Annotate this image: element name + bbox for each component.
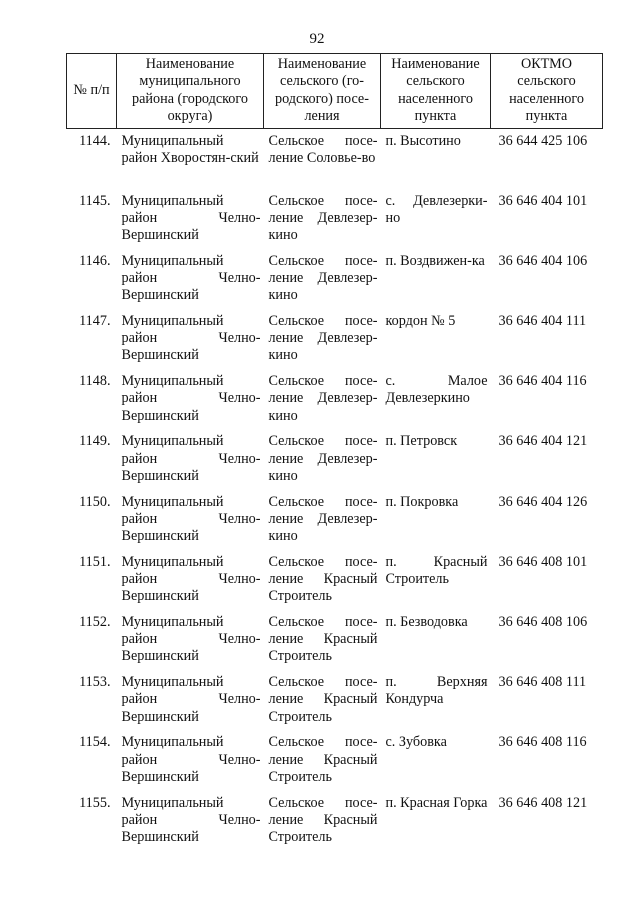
row-number: 1155. xyxy=(79,794,111,811)
table-row xyxy=(67,490,603,550)
district-cell: Муниципальный район Челно-Вершинский xyxy=(121,313,261,364)
district-cell: Муниципальный район Челно-Вершинский xyxy=(121,252,261,304)
district-cell: Муниципальный район Челно-Вершинский xyxy=(121,794,261,845)
table-row xyxy=(67,791,603,851)
settlement-cell: Сельское посе-ление Девлезер-кино xyxy=(268,192,378,244)
locality-cell: п. Красный Строитель xyxy=(385,553,488,588)
oktmo-cell: 36 646 408 116 xyxy=(498,734,587,751)
locality-cell: п. Безводовка xyxy=(385,614,468,630)
table-row xyxy=(67,189,603,249)
row-number: 1152. xyxy=(79,614,111,630)
settlement-cell: Сельское посе-ление Девлезер-кино xyxy=(268,433,378,484)
header-settlement: Наименование сельского (го-родского) посе-ления xyxy=(264,54,381,129)
row-number: 1148. xyxy=(79,373,111,390)
row-number: 1146. xyxy=(79,252,111,269)
row-number: 1151. xyxy=(79,553,111,570)
district-cell: Муниципальный район Челно-Вершинский xyxy=(121,734,261,785)
table-row xyxy=(67,610,603,670)
oktmo-cell: 36 646 408 121 xyxy=(498,794,588,811)
row-number: 1150. xyxy=(79,493,111,510)
locality-cell: п. Петровск xyxy=(385,433,458,450)
locality-cell: кордон № 5 xyxy=(385,313,456,330)
settlement-cell: Сельское посе-ление Красный Строитель xyxy=(268,674,378,725)
table-row xyxy=(67,730,603,790)
locality-cell: с. Девлезерки-но xyxy=(385,192,488,226)
row-number: 1147. xyxy=(79,313,111,330)
row-number: 1149. xyxy=(79,433,111,450)
row-number: 1145. xyxy=(79,192,111,209)
settlement-cell: Сельское посе-ление Девлезер-кино xyxy=(268,493,378,545)
settlement-cell: Сельское посе-ление Красный Строитель xyxy=(268,614,378,665)
header-district: Наименование муниципального района (городского округа) xyxy=(117,54,264,129)
district-cell: Муниципальный район Челно-Вершинский xyxy=(121,553,261,605)
page-number: 92 xyxy=(309,31,325,47)
district-cell: Муниципальный район Челно-Вершинский xyxy=(121,433,261,484)
locality-cell: п. Воздвижен-ка xyxy=(385,252,485,269)
row-number: 1153. xyxy=(79,674,111,691)
district-cell: Муниципальный район Челно-Вершинский xyxy=(121,373,261,424)
oktmo-cell: 36 646 404 116 xyxy=(498,373,587,390)
oktmo-cell: 36 646 404 111 xyxy=(498,313,587,330)
settlement-cell: Сельское посе-ление Девлезер-кино xyxy=(268,252,378,304)
district-cell: Муниципальный район Челно-Вершинский xyxy=(121,674,261,725)
header-oktmo: ОКТМО сельского населенного пункта xyxy=(491,54,603,129)
table-row xyxy=(67,670,603,730)
locality-cell: с. Малое Девлезеркино xyxy=(385,373,488,407)
oktmo-cell: 36 646 408 111 xyxy=(498,674,587,691)
locality-cell: п. Красная Горка xyxy=(385,794,488,811)
table-row xyxy=(67,249,603,309)
settlements-table xyxy=(66,53,603,851)
table-row xyxy=(67,129,603,189)
table-row xyxy=(67,309,603,369)
oktmo-cell: 36 646 404 101 xyxy=(498,192,588,209)
settlement-cell: Сельское посе-ление Красный Строитель xyxy=(268,734,378,785)
oktmo-cell: 36 646 408 106 xyxy=(498,614,588,630)
header-number: № п/п xyxy=(67,54,117,129)
oktmo-cell: 36 646 408 101 xyxy=(498,553,588,570)
table-row xyxy=(67,429,603,489)
header-locality: Наименование сельского населенного пункта xyxy=(381,54,491,129)
oktmo-cell: 36 646 404 126 xyxy=(498,493,588,510)
oktmo-cell: 36 646 404 121 xyxy=(498,433,588,450)
table-body xyxy=(67,129,603,851)
settlement-cell: Сельское посе-ление Красный Строитель xyxy=(268,794,378,845)
table-row xyxy=(67,550,603,610)
settlement-cell: Сельское посе-ление Красный Строитель xyxy=(268,553,378,605)
district-cell: Муниципальный район Челно-Вершинский xyxy=(121,614,261,665)
district-cell: Муниципальный район Хворостян-ский xyxy=(121,133,259,167)
row-number: 1144. xyxy=(79,133,111,149)
locality-cell: с. Зубовка xyxy=(385,734,447,751)
locality-cell: п. Верхняя Кондурча xyxy=(385,674,488,708)
row-number: 1154. xyxy=(79,734,111,751)
settlement-cell: Сельское посе-ление Соловье-во xyxy=(268,133,378,167)
settlement-cell: Сельское посе-ление Девлезер-кино xyxy=(268,373,378,424)
locality-cell: п. Высотино xyxy=(385,133,461,149)
locality-cell: п. Покровка xyxy=(385,493,459,510)
table-header xyxy=(67,54,603,129)
oktmo-cell: 36 646 404 106 xyxy=(498,252,588,269)
district-cell: Муниципальный район Челно-Вершинский xyxy=(121,493,261,545)
table-row xyxy=(67,369,603,429)
oktmo-cell: 36 644 425 106 xyxy=(498,133,588,149)
settlement-cell: Сельское посе-ление Девлезер-кино xyxy=(268,313,378,364)
district-cell: Муниципальный район Челно-Вершинский xyxy=(121,192,261,244)
